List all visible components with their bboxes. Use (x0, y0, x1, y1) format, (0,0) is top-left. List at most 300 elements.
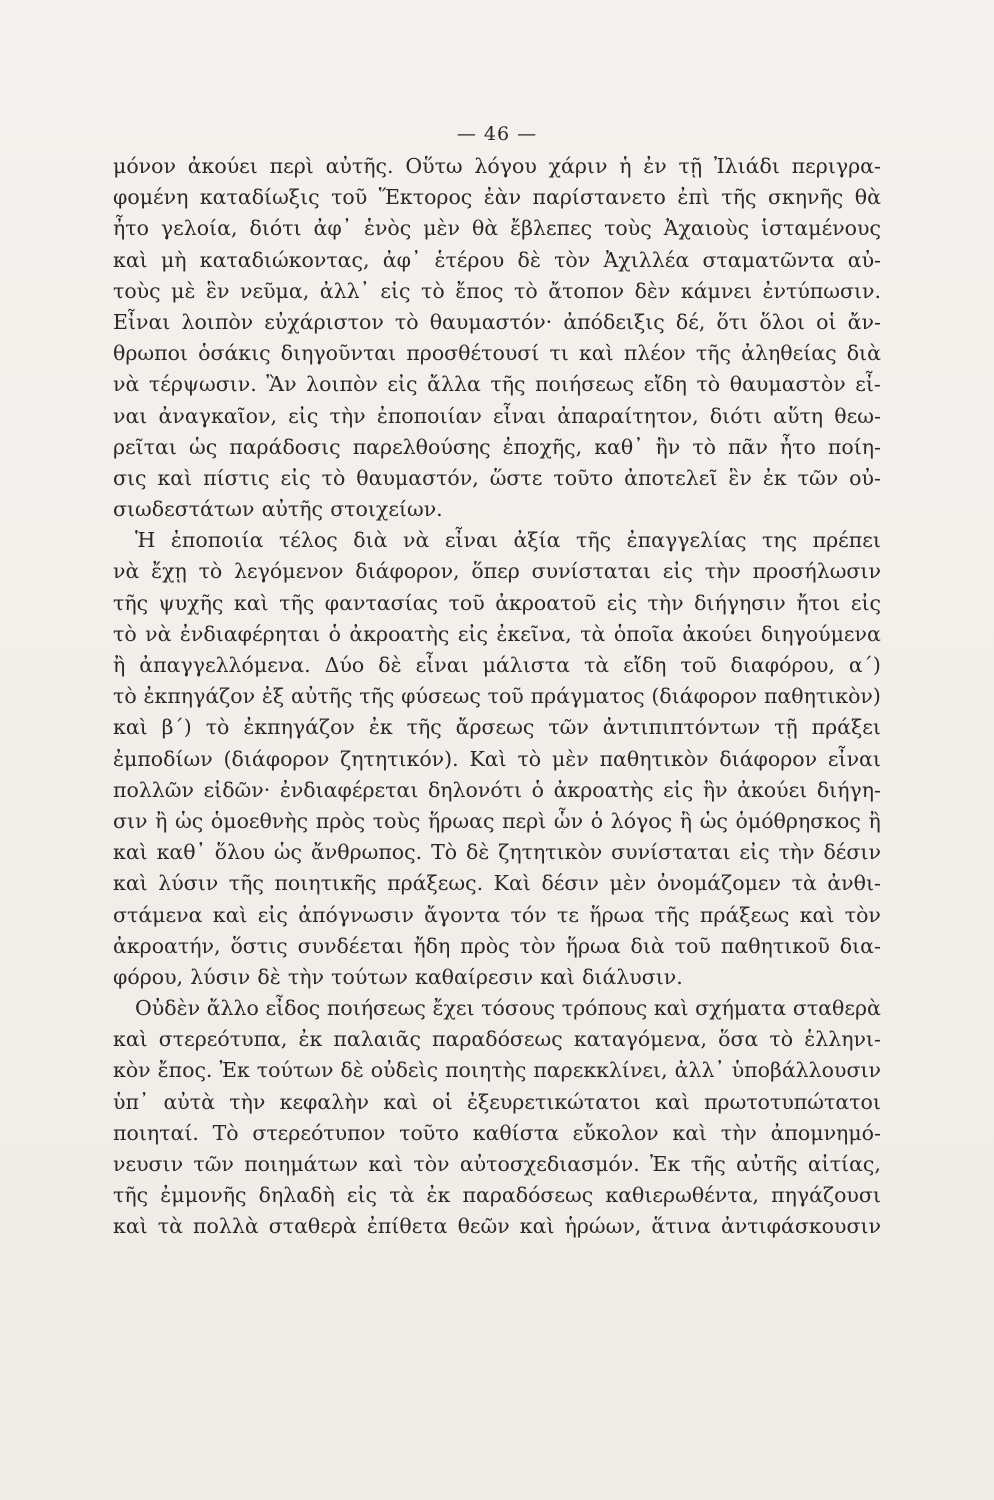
word: ἄνθρωπος. (310, 840, 423, 865)
word: πρέπει (812, 528, 881, 553)
word: τῆς (228, 871, 264, 896)
word: διαφόρου, (730, 653, 835, 677)
word: ἥρωας (428, 808, 495, 833)
word: καὶ (540, 964, 575, 989)
word: αὕτη (773, 403, 824, 428)
word: ἀλλ᾽ (319, 278, 370, 303)
word: ὑποβάλλουσιν (731, 1058, 881, 1083)
word: σταθερὰ (268, 1214, 357, 1239)
word: ἥρωα (589, 902, 645, 927)
word: ἐπὶ (677, 185, 710, 210)
word: καὶ (233, 590, 269, 615)
word: εἰς (387, 372, 418, 397)
word: της (761, 528, 798, 553)
word: τὴν (720, 1120, 757, 1145)
word: οὐδεὶς (370, 1058, 439, 1083)
body-text (113, 151, 881, 1243)
word: σταθερὰ (792, 996, 881, 1021)
word: προσήλωσιν (752, 559, 881, 584)
text-line (113, 744, 881, 775)
word: Ἐκ (650, 1152, 681, 1176)
word: ἑλληνι- (804, 1027, 881, 1052)
word: τὰ (157, 1214, 183, 1239)
word: ποιητικῆς (274, 871, 377, 896)
word: εἰς (280, 465, 311, 490)
word: λοιπὸν (306, 372, 378, 397)
word: λόγου (474, 154, 537, 178)
word: ἄτοπον (548, 278, 625, 303)
word: δὲ (257, 964, 281, 989)
word: Οὕτω (405, 154, 463, 178)
word: τῆς (576, 528, 612, 553)
word: Ἕκτορος (378, 185, 473, 210)
word: γελοία, (160, 216, 238, 241)
word: μάλιστα (482, 653, 570, 677)
word: ἀναγκαῖον, (158, 403, 277, 428)
word: ὁ (531, 777, 544, 802)
word: Ἂν (266, 372, 297, 397)
word: ποιητὴς (445, 1058, 527, 1083)
word: οὐ- (849, 465, 881, 490)
word: ἅτινα (651, 1214, 711, 1239)
word: εἶναι (827, 746, 881, 771)
word: καὶ (212, 902, 248, 927)
word: ἤδη (413, 933, 451, 958)
word: καὶ (655, 1089, 690, 1114)
text-line (113, 1087, 881, 1118)
word: ὧν (553, 808, 584, 833)
word: αἰτίας, (807, 1152, 881, 1176)
word: εἰς (850, 590, 881, 615)
word: θὰ (854, 185, 881, 210)
word: συνδέεται (297, 933, 404, 958)
word: τοὺς (113, 278, 161, 303)
word: νεῦμα, (239, 278, 310, 303)
word: καὶ (113, 715, 148, 740)
word: στερεότυπον (252, 1120, 386, 1145)
word: πράξεως. (387, 871, 484, 896)
word: ὁμοεθνὴς (210, 808, 309, 833)
word: θεω- (834, 403, 881, 428)
word: ποιήσεως (535, 372, 635, 397)
word: τῆς (654, 902, 690, 927)
text-line (113, 338, 881, 369)
word: φομένη (113, 185, 189, 210)
word: δὲ (340, 1058, 364, 1083)
word: παρίστανετο (532, 185, 666, 210)
word: ρεῖται (113, 434, 177, 459)
word: στοιχείων. (330, 497, 443, 522)
word: καὶ (653, 996, 689, 1021)
word: μὴ (160, 247, 187, 272)
word: ἐμποδίων (113, 746, 213, 771)
word: τὰ (791, 871, 817, 896)
word: νὰ (113, 559, 140, 584)
word: α΄) (848, 653, 881, 677)
word: μὲν (609, 871, 647, 896)
word: ὡς (188, 434, 218, 459)
word: ποιήσεως (326, 996, 426, 1021)
word: καὶ (519, 1214, 555, 1239)
word: ἔχῃ (151, 559, 187, 584)
word: εἰς (288, 403, 319, 428)
word: ἓν (206, 278, 230, 303)
word: εἰδῶν· (203, 777, 271, 802)
word: ἄν- (847, 309, 881, 334)
word: ἄρσεως (455, 715, 535, 740)
text-line (113, 525, 881, 556)
word: νὰ (403, 528, 430, 553)
word: τῆς (359, 684, 395, 709)
word: εἰς (457, 621, 488, 646)
text-line (113, 1149, 881, 1180)
word: διάλυσιν. (582, 964, 683, 989)
word: Ἀχιλλέα (603, 247, 690, 272)
word: ἀπαραίτητον, (557, 403, 699, 428)
word: τέλος (278, 528, 338, 553)
text-line (113, 432, 881, 463)
word: ἑτέρου (434, 247, 505, 272)
word: ἀντιφάσκουσιν (720, 1214, 881, 1239)
word: ὀνομάζομεν (656, 871, 781, 896)
word: πολλὰ (193, 1214, 259, 1239)
word: τῆς (695, 341, 731, 366)
word: καθίστα (472, 1120, 559, 1145)
text-line (113, 213, 881, 244)
word: σκηνῆς (767, 185, 844, 210)
word: Τὸ (431, 840, 458, 865)
word: παραδόσεως (462, 1183, 594, 1208)
word: τὸν (413, 1152, 450, 1176)
word: καταδίωξις (199, 185, 320, 210)
word: ἢ (679, 808, 693, 833)
word: τῶν (548, 715, 589, 740)
word: τῇ (678, 154, 703, 178)
text-line (113, 1211, 881, 1242)
word: καὶ (578, 341, 614, 366)
text-line (113, 931, 881, 962)
word: διὰ (846, 341, 881, 366)
word: φόρου, (113, 964, 184, 989)
word: ἐκ (298, 1027, 323, 1052)
word: ὅλου (214, 840, 265, 865)
word: ἄγοντα (424, 902, 501, 927)
word: κεφαλὴν (279, 1089, 369, 1114)
word: ναι (113, 403, 148, 428)
word: ἐποποιία (170, 528, 264, 553)
word: ἐκπηγάζον (243, 715, 355, 740)
word: εἰς (662, 559, 693, 584)
word: β΄) (161, 715, 192, 740)
word: θαυμαστὸν (729, 372, 846, 397)
word: εἶναι (444, 528, 498, 553)
word: συνίσταται (611, 840, 731, 865)
word: λοιπὸν (181, 309, 254, 334)
word: οἱ (432, 1089, 453, 1114)
word: ἄλλο (206, 996, 259, 1021)
word: παραδόσεως (432, 1027, 563, 1052)
word: ἡ (619, 154, 632, 178)
word: ὁσάκις (198, 341, 271, 366)
word: τὰ (583, 653, 610, 677)
word: κὸν (113, 1058, 151, 1083)
word: σταματῶντα (702, 247, 835, 272)
word: τοῦτο (553, 465, 614, 490)
word: τὸ (394, 309, 419, 334)
word: ἀπόγνωσιν (298, 902, 414, 927)
word: ζητητικὸν (498, 840, 603, 865)
word: πολλῶν (113, 777, 194, 802)
word: ποιημάτων (244, 1152, 359, 1176)
word: παρεκκλίνει, (533, 1058, 668, 1083)
word: θρωποι (113, 341, 188, 366)
word: καὶ (157, 465, 193, 490)
text-line (113, 868, 881, 899)
word: ἀκροατήν, (113, 933, 221, 958)
word: εὔκολον (572, 1120, 659, 1145)
word: μόνον (113, 154, 176, 178)
text-line (113, 276, 881, 307)
word: ἢ (113, 653, 126, 677)
word: αὐτὰ (163, 1089, 215, 1114)
word: ἑνὸς (363, 216, 412, 241)
word: καὶ (368, 1152, 404, 1176)
word: ἔχει (432, 996, 475, 1021)
word: ἀπόδειξις (563, 309, 665, 334)
text-line (113, 245, 881, 276)
word: ἀπαγγελλόμενα. (139, 653, 311, 677)
word: ἀφ᾽ (313, 216, 352, 241)
word: τὸ (198, 559, 223, 584)
word: δέ, (675, 309, 706, 334)
word: (διάφορον (651, 684, 758, 709)
word: ἐπαγγελίας (626, 528, 747, 553)
text-line (113, 1118, 881, 1149)
word: συνίσταται (531, 559, 651, 584)
word: ὅπερ (471, 559, 520, 584)
word: λεγόμενον (234, 559, 344, 584)
word: ἥρωα (565, 933, 621, 958)
word: θεῶν (457, 1214, 510, 1239)
word: τὸ (696, 372, 721, 397)
word: αὐτῆς (291, 684, 353, 709)
word: εἰς (606, 590, 637, 615)
word: καθιερωθέντα, (605, 1183, 759, 1208)
word: Ἐκ (219, 1058, 250, 1083)
word: σχήματα (695, 996, 787, 1021)
text-line (113, 1024, 881, 1055)
word: παθητικὸν) (763, 684, 881, 709)
word: τὸ (321, 465, 346, 490)
word: δέσιν (541, 871, 599, 896)
word: τοῦτο (399, 1120, 459, 1145)
text-line (113, 588, 881, 619)
word: πίστις (203, 465, 270, 490)
word: εἰς (739, 840, 770, 865)
word: παράδοσις (229, 434, 341, 459)
word: τὴν (704, 559, 741, 584)
word: εἴδη (643, 372, 687, 397)
word: ἓν (728, 465, 752, 490)
word: ὑπ᾽ (113, 1089, 150, 1114)
word: ὁ (328, 621, 341, 646)
word: τῆς (690, 1152, 726, 1176)
word: παρελθούσης (352, 434, 491, 459)
word: τὰ (580, 621, 606, 646)
word: τὸ (514, 278, 538, 303)
word: μὲ (171, 278, 196, 303)
word: προσθέτουσί (406, 341, 540, 366)
word: ἀκούει (682, 621, 753, 646)
word: πράξεως (699, 902, 790, 927)
word: ὥστε (489, 465, 543, 490)
word: πρὸς (315, 808, 366, 833)
word: δηλαδὴ (258, 1183, 335, 1208)
word: τὴν (329, 403, 366, 428)
word: πᾶν (728, 434, 768, 459)
word: ὡς (699, 808, 728, 833)
word: τὴν (647, 590, 684, 615)
text-line (113, 993, 881, 1024)
word: τῶν (797, 465, 839, 490)
word: ἣν (655, 434, 681, 459)
word: δέσιν (823, 840, 881, 865)
word: καὶ (113, 871, 148, 896)
word: δὲ (378, 653, 402, 677)
word: ἦτο (779, 434, 816, 459)
word: καταδιώκοντας, (199, 247, 370, 272)
word: ἱσταμένους (761, 216, 881, 241)
word: Ἰλιάδι (713, 154, 780, 178)
word: περὶ (269, 154, 314, 178)
word: καὶ (672, 1120, 708, 1145)
word: ἐὰν (483, 185, 522, 210)
word: αὐ- (847, 247, 881, 272)
word: ὅσα (718, 1027, 759, 1052)
word: δὲ (465, 840, 490, 865)
word: Εἶναι (113, 309, 171, 334)
word: ὡς (175, 808, 204, 833)
text-line (113, 494, 881, 525)
word: τὸ (769, 1027, 794, 1052)
word: τοὺς (604, 216, 652, 241)
word: τόν (510, 902, 547, 927)
word: τρόπους (561, 996, 648, 1021)
text-line (113, 463, 881, 494)
word: ἀκροατὴς (349, 621, 450, 646)
word: οἱ (816, 309, 837, 334)
word: εἶ- (855, 372, 881, 397)
text-line (113, 307, 881, 338)
word: κάμνει (680, 278, 752, 303)
word: ἢ (868, 808, 881, 833)
word: εἰς (346, 1183, 378, 1208)
text-line (113, 962, 881, 993)
text-line (113, 556, 881, 587)
word: παθητικὸν (599, 746, 709, 771)
word: πρὸς (460, 933, 510, 958)
word: μὲν (423, 216, 460, 241)
word: πηγάζουσι (771, 1183, 881, 1208)
text-line (113, 806, 881, 837)
word: δὲν (634, 278, 671, 303)
word: νὰ (145, 621, 172, 646)
word: χάριν (548, 154, 608, 178)
word: Ἀχαιοὺς (663, 216, 750, 241)
text-line (113, 1180, 881, 1211)
word: τὴν (229, 1089, 266, 1114)
word: παθητικοῦ (720, 933, 830, 958)
text-line (113, 900, 881, 931)
word: διότι (709, 403, 762, 428)
word: περιγρα- (791, 154, 881, 178)
word: θαυμαστόν· (429, 309, 553, 334)
word: τέρψωσιν. (148, 372, 257, 397)
word: ὅλοι (759, 309, 806, 334)
word: τοῦ (448, 590, 485, 615)
word: ἔπος (455, 278, 504, 303)
word: ὁ (590, 808, 604, 833)
word: ἀλλ᾽ (674, 1058, 725, 1083)
word: νευσιν (113, 1152, 184, 1176)
word: διὰ (353, 528, 388, 553)
text-line (113, 182, 881, 213)
text-line (113, 619, 881, 650)
word: τὸ (421, 278, 445, 303)
word: ἐμμονῆς (160, 1183, 247, 1208)
word: εἰς (663, 777, 694, 802)
word: ἐκ (426, 1183, 451, 1208)
word: τὸ (517, 746, 542, 771)
word: διὰ (630, 933, 665, 958)
text-line (113, 1055, 881, 1086)
word: τῶν (193, 1152, 234, 1176)
word: εὐχάριστον (264, 309, 384, 334)
word: ἣν (702, 777, 728, 802)
text-line (113, 151, 881, 182)
word: ἐκ (368, 715, 393, 740)
word: ἐντύπωσιν. (762, 278, 881, 303)
word: ὅστις (230, 933, 288, 958)
word: καθ᾽ (594, 434, 644, 459)
word: λύσιν (158, 871, 219, 896)
word: τε (557, 902, 579, 927)
word: σιωδεστάτων (113, 497, 255, 522)
word: ἐποχῆς, (502, 434, 583, 459)
word: καὶ (113, 840, 148, 865)
word: τὸν (554, 247, 591, 272)
word: τῇ (774, 715, 798, 740)
word: Δύο (324, 653, 365, 677)
word: ἀκούει (737, 777, 808, 802)
word: αὐτοσχεδιασμόν. (459, 1152, 640, 1176)
word: ἀνθι- (827, 871, 881, 896)
text-line (113, 681, 881, 712)
word: διηγούμενα (760, 621, 881, 646)
word: Οὐδὲν (135, 996, 201, 1021)
word: ἀποτελεῖ (624, 465, 718, 490)
word: Τὸ (212, 1120, 239, 1145)
word: εἶναι (493, 403, 547, 428)
word: τοῦ (487, 684, 524, 709)
word: Καὶ (469, 746, 507, 771)
word: τούτων (256, 1058, 334, 1083)
word: στερεότυπα, (158, 1027, 288, 1052)
word: τῆς (113, 590, 149, 615)
text-line (113, 401, 881, 432)
word: τι (549, 341, 569, 366)
word: διότι (249, 216, 302, 241)
